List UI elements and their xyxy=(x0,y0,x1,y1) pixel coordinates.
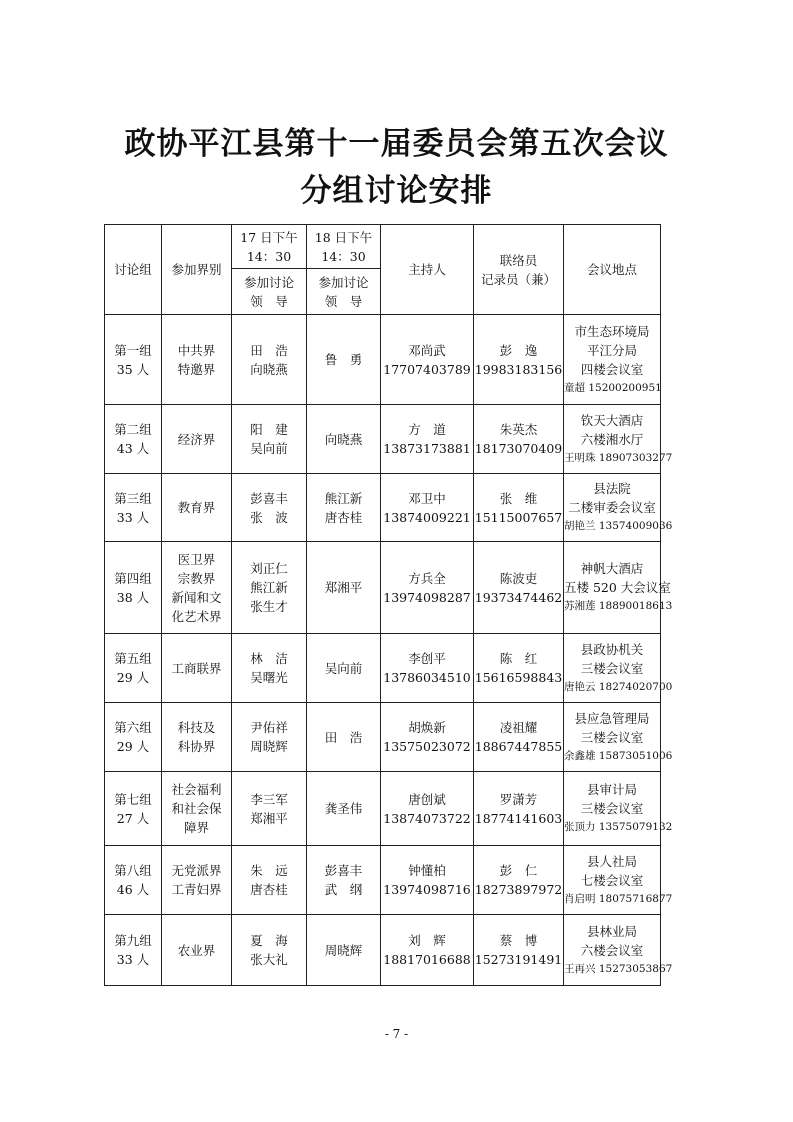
cell-lead18 xyxy=(307,634,381,703)
cell-sector-line: 社会福利 xyxy=(171,782,222,797)
cell-venue-line: 县政协机关 xyxy=(580,641,644,657)
cell-group-line: 27 人 xyxy=(116,810,150,826)
cell-liaison-line: 蔡 博 xyxy=(499,933,538,948)
cell-venue-line: 县人社局 xyxy=(586,853,637,869)
cell-sector xyxy=(162,846,232,915)
cell-host-line: 13974098716 xyxy=(383,882,471,897)
cell-group xyxy=(105,703,162,772)
cell-group-line: 第六组 xyxy=(114,720,152,735)
cell-venue xyxy=(564,315,661,405)
cell-lead17-line: 林 洁 xyxy=(250,651,288,666)
cell-lead18-line: 田 浩 xyxy=(324,729,363,745)
venue-contact: 唐艳云 18274020700 xyxy=(564,680,673,693)
cell-host-line: 17707403789 xyxy=(383,361,471,377)
cell-group-line: 33 人 xyxy=(116,509,150,525)
cell-lead18-line: 郑湘平 xyxy=(324,580,363,595)
cell-host-line: 方兵全 xyxy=(408,570,446,586)
cell-host-line: 李创平 xyxy=(408,651,446,666)
table-row xyxy=(105,703,661,772)
table-row xyxy=(105,634,661,703)
cell-group-line: 29 人 xyxy=(116,739,150,754)
cell-group xyxy=(105,634,162,703)
cell-lead18-line: 彭喜丰 xyxy=(324,863,363,878)
cell-lead18 xyxy=(307,772,381,846)
cell-liaison-line: 18273897972 xyxy=(474,882,563,897)
header-lead18: 参加讨论 领 导 xyxy=(307,269,381,315)
cell-liaison xyxy=(474,542,564,634)
cell-host xyxy=(381,315,474,405)
cell-group xyxy=(105,405,162,474)
cell-liaison-line: 陈 红 xyxy=(499,651,538,666)
cell-group xyxy=(105,474,162,542)
cell-venue xyxy=(564,703,673,772)
cell-liaison-line: 19983183156 xyxy=(474,361,563,377)
cell-group-line: 第一组 xyxy=(114,342,152,358)
cell-venue-line: 县法院 xyxy=(593,481,631,496)
cell-sector-line: 医卫界 xyxy=(177,551,216,567)
cell-sector-line: 中共界 xyxy=(177,342,216,358)
cell-lead18-line: 鲁 勇 xyxy=(324,352,363,367)
page-number: - 7 - xyxy=(384,1027,409,1041)
table-row xyxy=(105,542,661,634)
cell-host xyxy=(381,542,474,634)
cell-lead17-line: 吴曙光 xyxy=(250,670,288,685)
cell-host-line: 13873173881 xyxy=(383,441,471,456)
cell-lead17-line: 尹佑祥 xyxy=(250,720,288,735)
cell-lead17-line: 郑湘平 xyxy=(250,810,288,826)
cell-sector-line: 农业界 xyxy=(177,942,216,958)
cell-group xyxy=(105,315,162,405)
cell-venue xyxy=(564,772,673,846)
venue-contact: 胡艳兰 13574009036 xyxy=(564,520,673,532)
cell-group-line: 第七组 xyxy=(114,791,152,807)
cell-host-line: 13786034510 xyxy=(383,670,471,685)
cell-venue-line: 神帆大酒店 xyxy=(580,561,644,576)
cell-lead17-line: 唐杏桂 xyxy=(250,882,288,897)
cell-venue-line: 五楼 520 大会议室 xyxy=(564,580,671,595)
table-row xyxy=(105,772,661,846)
cell-lead17-line: 张 波 xyxy=(250,509,288,525)
cell-lead17 xyxy=(232,846,307,915)
cell-venue-line: 四楼会议室 xyxy=(580,361,644,377)
cell-lead17-line: 张生才 xyxy=(250,599,288,614)
cell-host-line: 13974098287 xyxy=(383,589,471,605)
table-row xyxy=(105,315,661,405)
cell-host-line: 钟懂柏 xyxy=(408,863,446,878)
cell-host xyxy=(381,915,474,986)
cell-host-line: 刘 辉 xyxy=(408,933,446,948)
cell-group-line: 第二组 xyxy=(114,422,152,437)
cell-lead17 xyxy=(232,915,307,986)
cell-host-line: 13575023072 xyxy=(383,739,471,754)
cell-sector-line: 工商联界 xyxy=(171,660,222,676)
cell-sector xyxy=(162,703,232,772)
cell-host xyxy=(381,405,474,474)
cell-sector-line: 科技及 xyxy=(177,720,216,735)
venue-contact: 肖启明 18075716877 xyxy=(564,892,673,905)
cell-liaison xyxy=(474,846,564,915)
cell-lead17-line: 向晓燕 xyxy=(250,361,288,377)
cell-liaison xyxy=(474,634,564,703)
cell-lead17 xyxy=(232,474,307,542)
cell-liaison-line: 张 维 xyxy=(499,490,538,506)
cell-lead17-line: 阳 建 xyxy=(250,422,288,437)
cell-sector xyxy=(162,405,232,474)
cell-liaison-line: 18774141603 xyxy=(474,810,563,826)
cell-liaison xyxy=(474,315,564,405)
cell-lead17-line: 张大礼 xyxy=(250,952,288,967)
cell-sector-line: 无党派界 xyxy=(171,863,222,878)
cell-lead18 xyxy=(307,703,381,772)
cell-group xyxy=(105,846,162,915)
cell-group-line: 35 人 xyxy=(116,361,150,377)
cell-sector-line: 化艺术界 xyxy=(171,608,222,624)
cell-liaison-line: 彭 仁 xyxy=(499,863,538,878)
cell-group-line: 第四组 xyxy=(114,570,152,586)
cell-venue-line: 六楼会议室 xyxy=(580,942,644,958)
cell-venue-line: 钦天大酒店 xyxy=(580,412,644,428)
header-sector: 参加界别 xyxy=(162,225,232,315)
header-day17-time: 17 日下午 14：30 xyxy=(232,225,307,269)
header-lead17: 参加讨论 领 导 xyxy=(232,269,307,315)
cell-liaison-line: 18173070409 xyxy=(474,441,563,456)
cell-lead18-line: 熊江新 xyxy=(324,490,363,506)
cell-host-line: 18817016688 xyxy=(383,952,471,967)
cell-lead17-line: 吴向前 xyxy=(250,441,288,456)
header-venue: 会议地点 xyxy=(564,225,661,315)
header-host: 主持人 xyxy=(381,225,474,315)
cell-lead17-line: 夏 海 xyxy=(250,933,288,948)
cell-host xyxy=(381,634,474,703)
cell-host-line: 13874009221 xyxy=(383,509,471,525)
cell-venue-line: 三楼会议室 xyxy=(580,801,644,816)
cell-group xyxy=(105,772,162,846)
cell-sector-line: 科协界 xyxy=(177,739,216,754)
cell-lead17 xyxy=(232,703,307,772)
table-row xyxy=(105,846,661,915)
cell-sector xyxy=(162,315,232,405)
cell-venue-line: 县应急管理局 xyxy=(574,710,650,726)
cell-lead17 xyxy=(232,542,307,634)
cell-lead17-line: 李三军 xyxy=(250,791,288,807)
cell-liaison-line: 凌祖耀 xyxy=(499,720,538,735)
cell-host xyxy=(381,703,474,772)
cell-sector xyxy=(162,915,232,986)
cell-group-line: 第三组 xyxy=(114,490,152,506)
cell-host-line: 胡焕新 xyxy=(408,720,446,735)
cell-host xyxy=(381,474,474,542)
venue-contact: 余鑫雄 15873051006 xyxy=(564,749,673,762)
cell-lead18-line: 龚圣伟 xyxy=(324,801,363,816)
cell-lead18-line: 吴向前 xyxy=(324,660,363,676)
document-title: 政协平江县第十一届委员会第五次会议 xyxy=(124,126,669,162)
cell-group-line: 第五组 xyxy=(114,651,152,666)
cell-sector xyxy=(162,772,232,846)
cell-lead18 xyxy=(307,915,381,986)
venue-contact: 苏湘莲 18890018613 xyxy=(564,600,673,612)
cell-venue xyxy=(564,474,673,542)
venue-contact: 王明珠 18907303277 xyxy=(564,451,673,464)
cell-lead18-line: 唐杏桂 xyxy=(324,509,363,525)
cell-venue-line: 县林业局 xyxy=(586,923,637,939)
cell-liaison-line: 19373474462 xyxy=(474,589,563,605)
cell-group xyxy=(105,915,162,986)
cell-lead17-line: 刘正仁 xyxy=(250,561,288,576)
venue-contact: 童超 15200200951 xyxy=(564,381,662,394)
cell-liaison-line: 15273191491 xyxy=(474,952,563,967)
cell-lead17 xyxy=(232,405,307,474)
cell-host-line: 唐创斌 xyxy=(408,791,446,807)
cell-lead17-line: 田 浩 xyxy=(250,342,288,358)
cell-lead17 xyxy=(232,634,307,703)
cell-venue-line: 三楼会议室 xyxy=(580,729,644,745)
cell-liaison-line: 彭 逸 xyxy=(499,342,538,358)
cell-lead18-line: 武 纲 xyxy=(324,882,363,897)
table-row xyxy=(105,915,661,986)
cell-venue xyxy=(564,915,673,986)
document-subtitle: 分组讨论安排 xyxy=(300,173,493,209)
venue-contact: 张顶力 13575079132 xyxy=(564,821,673,833)
cell-lead18 xyxy=(307,542,381,634)
cell-lead17-line: 周晓辉 xyxy=(250,739,288,754)
cell-venue xyxy=(564,846,673,915)
cell-sector-line: 新闻和文 xyxy=(171,589,222,605)
cell-venue-line: 七楼会议室 xyxy=(580,872,644,888)
cell-sector xyxy=(162,634,232,703)
table-row xyxy=(105,474,661,542)
cell-venue-line: 平江分局 xyxy=(586,342,637,358)
cell-host-line: 邓卫中 xyxy=(408,490,446,506)
cell-venue xyxy=(564,542,673,634)
cell-lead18 xyxy=(307,405,381,474)
cell-sector-line: 障界 xyxy=(183,820,209,835)
cell-liaison xyxy=(474,915,564,986)
cell-host xyxy=(381,846,474,915)
cell-venue-line: 二楼审委会议室 xyxy=(568,500,656,515)
cell-lead17 xyxy=(232,315,307,405)
cell-group-line: 46 人 xyxy=(116,882,150,897)
header-liaison: 联络员 记录员（兼） xyxy=(474,225,564,315)
cell-group-line: 29 人 xyxy=(116,670,150,685)
cell-group-line: 33 人 xyxy=(116,952,150,967)
cell-liaison-line: 18867447855 xyxy=(474,739,563,754)
cell-sector-line: 教育界 xyxy=(177,500,216,515)
cell-liaison xyxy=(474,474,564,542)
cell-group-line: 38 人 xyxy=(116,589,150,605)
cell-venue xyxy=(564,634,673,703)
cell-liaison xyxy=(474,772,564,846)
cell-liaison xyxy=(474,703,564,772)
schedule-table xyxy=(104,224,673,986)
cell-sector-line: 特邀界 xyxy=(177,361,216,377)
cell-lead17 xyxy=(232,772,307,846)
table-row xyxy=(105,405,661,474)
cell-host xyxy=(381,772,474,846)
cell-group-line: 43 人 xyxy=(116,441,150,456)
header-day18-time: 18 日下午 14：30 xyxy=(307,225,381,269)
cell-sector xyxy=(162,542,232,634)
cell-sector-line: 宗教界 xyxy=(177,570,216,586)
venue-contact: 王再兴 15273053867 xyxy=(564,962,673,975)
cell-liaison xyxy=(474,405,564,474)
cell-venue-line: 三楼会议室 xyxy=(580,660,644,676)
cell-lead17-line: 熊江新 xyxy=(250,580,288,595)
cell-lead18 xyxy=(307,474,381,542)
cell-host-line: 13874073722 xyxy=(383,810,471,826)
cell-venue-line: 市生态环境局 xyxy=(574,323,650,339)
cell-lead18 xyxy=(307,315,381,405)
cell-lead17-line: 彭喜丰 xyxy=(250,490,288,506)
cell-liaison-line: 15115007657 xyxy=(474,509,563,525)
cell-lead18-line: 向晓燕 xyxy=(324,431,363,447)
cell-venue-line: 县审计局 xyxy=(586,782,637,797)
cell-sector-line: 和社会保 xyxy=(171,801,222,816)
cell-host-line: 方 道 xyxy=(408,422,446,437)
cell-sector-line: 工青妇界 xyxy=(171,882,222,897)
header-group: 讨论组 xyxy=(105,225,162,315)
cell-lead17-line: 朱 远 xyxy=(250,863,288,878)
cell-group-line: 第九组 xyxy=(114,933,152,948)
cell-liaison-line: 朱英杰 xyxy=(499,422,538,437)
cell-lead18-line: 周晓辉 xyxy=(324,942,363,958)
cell-venue xyxy=(564,405,673,474)
cell-lead18 xyxy=(307,846,381,915)
cell-liaison-line: 15616598843 xyxy=(474,670,563,685)
cell-sector xyxy=(162,474,232,542)
cell-sector-line: 经济界 xyxy=(177,431,216,447)
cell-host-line: 邓尚武 xyxy=(408,342,446,358)
cell-group xyxy=(105,542,162,634)
cell-group-line: 第八组 xyxy=(114,863,152,878)
cell-venue-line: 六楼湘水厅 xyxy=(580,431,644,447)
cell-liaison-line: 罗潇芳 xyxy=(499,791,538,807)
cell-liaison-line: 陈波吏 xyxy=(499,570,538,586)
